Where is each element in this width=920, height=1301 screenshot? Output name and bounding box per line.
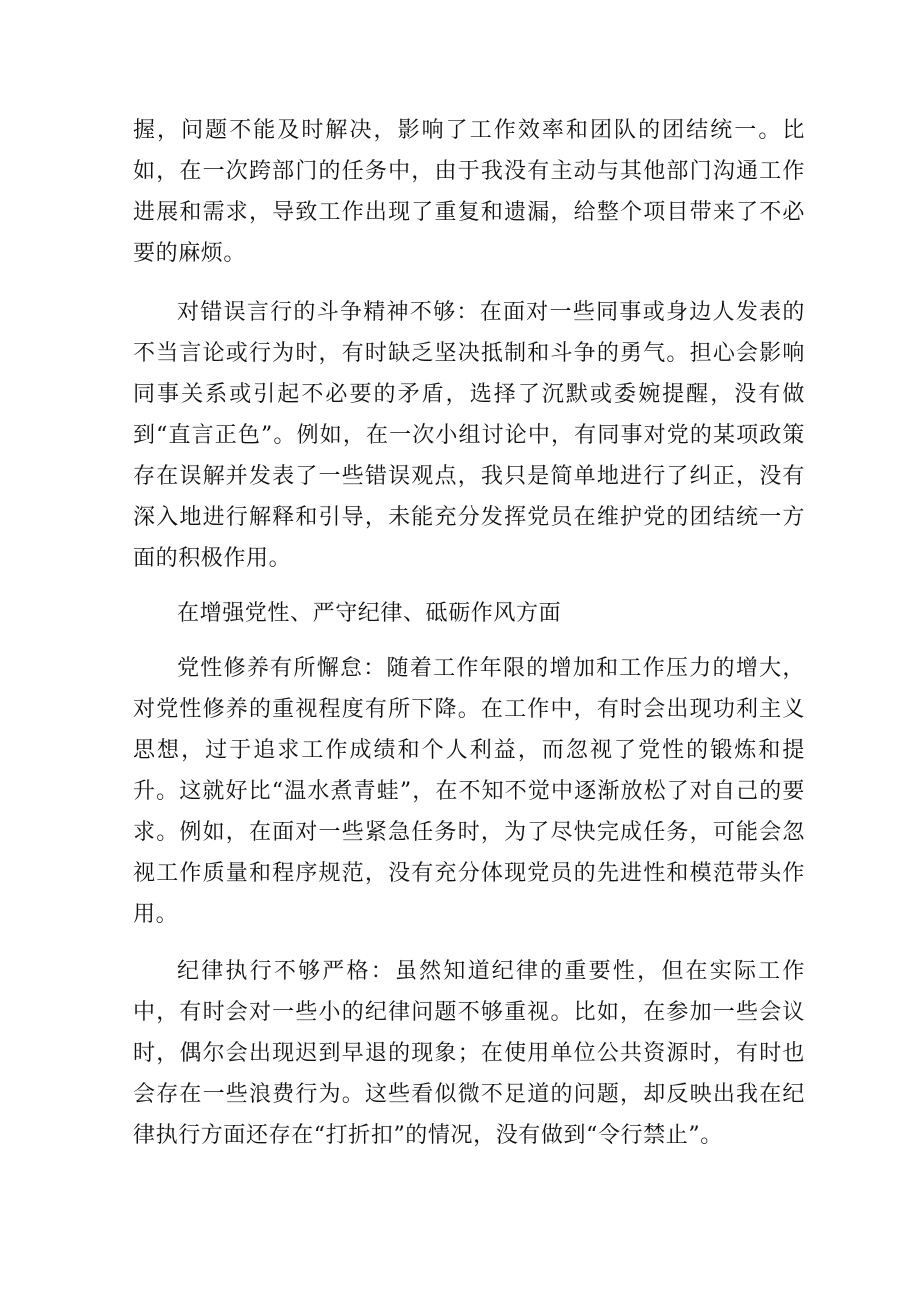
document-page (133, 110, 805, 1156)
paragraph-continuation: 握，问题不能及时解决，影响了工作效率和团队的团结统一。比如，在一次跨部门的任务中，由于我没有主动与其他部门沟通工作进展和需求，导致工作出现了重复和遗漏，给整个项目带来了不必要的麻烦。 (133, 118, 805, 266)
paragraph-struggle-spirit: 对错误言行的斗争精神不够：在面对一些同事或身边人发表的不当言论或行为时，有时缺乏坚决抵制和斗争的勇气。担心会影响同事关系或引起不必要的矛盾，选择了沉默或委婉提醒，没有做到“直言正色”。例如，在一次小组讨论中，有同事对党的某项政策存在误解并发表了一些错误观点，我只是简单地进行了纠正，没有深入地进行解释和引导，未能充分发挥党员在维护党的团结统一方面的积极作用。 (133, 300, 805, 571)
paragraph-party-cultivation: 党性修养有所懈怠：随着工作年限的增加和工作压力的增大，对党性修养的重视程度有所下降。在工作中，有时会出现功利主义思想，过于追求工作成绩和个人利益，而忽视了党性的锻炼和提升。这就好比“温水煮青蛙”，在不知不觉中逐渐放松了对自己的要求。例如，在面对一些紧急任务时，为了尽快完成任务，可能会忽视工作质量和程序规范，没有充分体现党员的先进性和模范带头作用。 (133, 656, 805, 927)
section-heading: 在增强党性、严守纪律、砥砺作风方面 (177, 601, 562, 626)
paragraph-discipline: 纪律执行不够严格：虽然知道纪律的重要性，但在实际工作中，有时会对一些小的纪律问题不够重视。比如，在参加一些会议时，偶尔会出现迟到早退的现象；在使用单位公共资源时，有时也会存在一些浪费行为。这些看似微不足道的问题，却反映出我在纪律执行方面还存在“打折扣”的情况，没有做到“令行禁止”。 (133, 959, 805, 1148)
